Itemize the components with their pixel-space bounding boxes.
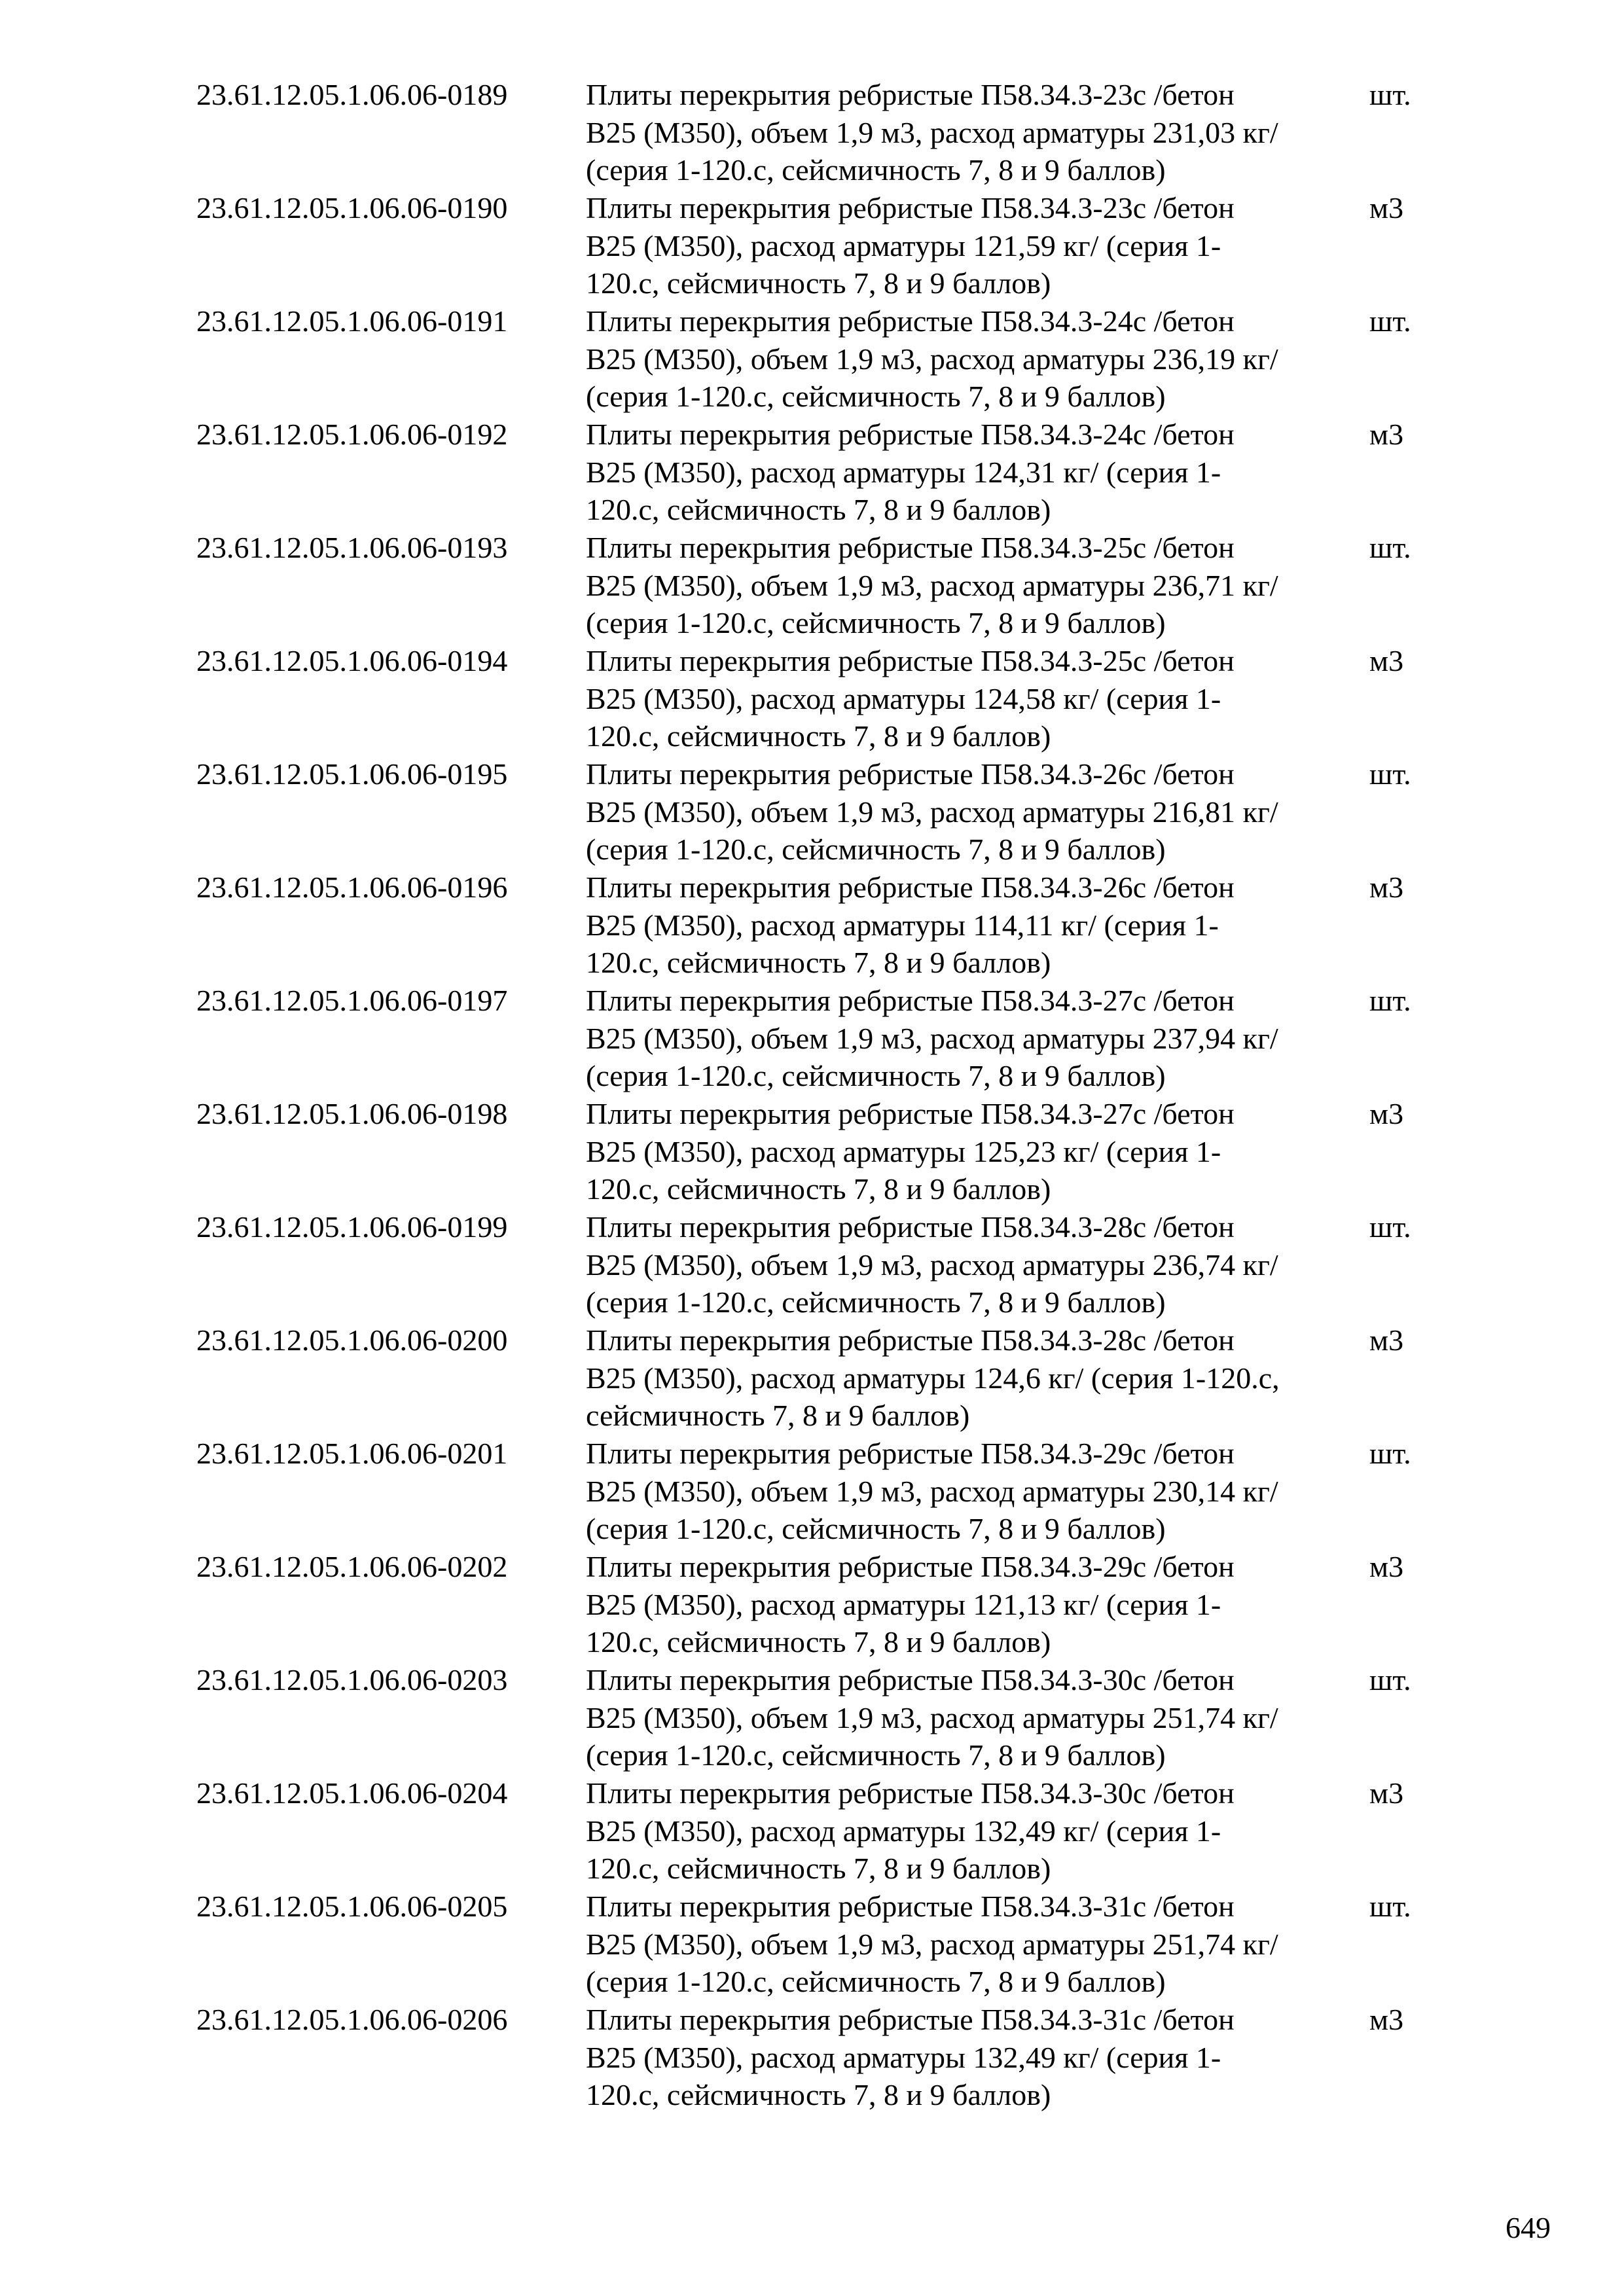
item-description: Плиты перекрытия ребристые П58.34.3-27с /бетон В25 (М350), объем 1,9 м3, расход арматуры 237,94 кг/ (серия 1-120.с, сейсмичность 7, 8 и 9 баллов) (586, 984, 1278, 1092)
table-row (196, 1548, 1427, 1661)
item-description: Плиты перекрытия ребристые П58.34.3-25с /бетон В25 (М350), объем 1,9 м3, расход арматуры 236,71 кг/ (серия 1-120.с, сейсмичность 7, 8 и 9 баллов) (586, 531, 1278, 639)
table-row (196, 416, 1427, 529)
table-row (196, 1888, 1427, 2001)
table-row (196, 76, 1427, 189)
item-description: Плиты перекрытия ребристые П58.34.3-29с /бетон В25 (М350), расход арматуры 121,13 кг/ (серия 1- 120.с, сейсмичность 7, 8 и 9 баллов) (586, 1550, 1235, 1659)
item-description: Плиты перекрытия ребристые П58.34.3-24с /бетон В25 (М350), расход арматуры 124,31 кг/ (серия 1- 120.с, сейсмичность 7, 8 и 9 баллов) (586, 418, 1235, 526)
item-description: Плиты перекрытия ребристые П58.34.3-26с /бетон В25 (М350), объем 1,9 м3, расход арматуры 216,81 кг/ (серия 1-120.с, сейсмичность 7, 8 и 9 баллов) (586, 757, 1278, 866)
item-code: 23.61.12.05.1.06.06-0196 (196, 870, 508, 904)
item-unit: шт. (1369, 1210, 1411, 1244)
item-code: 23.61.12.05.1.06.06-0202 (196, 1550, 508, 1583)
table-row (196, 642, 1427, 755)
table-row (196, 529, 1427, 642)
item-code: 23.61.12.05.1.06.06-0203 (196, 1663, 508, 1696)
item-description: Плиты перекрытия ребристые П58.34.3-28с /бетон В25 (М350), объем 1,9 м3, расход арматуры 236,74 кг/ (серия 1-120.с, сейсмичность 7, 8 и 9 баллов) (586, 1210, 1278, 1319)
item-unit: шт. (1369, 531, 1411, 564)
item-unit: м3 (1369, 1776, 1404, 1810)
table-row (196, 1661, 1427, 1774)
item-code: 23.61.12.05.1.06.06-0193 (196, 531, 508, 564)
item-unit: шт. (1369, 1890, 1411, 1923)
table-row (196, 302, 1427, 416)
item-code: 23.61.12.05.1.06.06-0200 (196, 1323, 508, 1357)
item-description: Плиты перекрытия ребристые П58.34.3-23с /бетон В25 (М350), объем 1,9 м3, расход арматуры 231,03 кг/ (серия 1-120.с, сейсмичность 7, 8 и 9 баллов) (586, 78, 1278, 187)
item-description: Плиты перекрытия ребристые П58.34.3-31с /бетон В25 (М350), расход арматуры 132,49 кг/ (серия 1- 120.с, сейсмичность 7, 8 и 9 баллов) (586, 2003, 1235, 2111)
item-code: 23.61.12.05.1.06.06-0206 (196, 2003, 508, 2036)
item-unit: шт. (1369, 78, 1411, 111)
item-unit: шт. (1369, 1663, 1411, 1696)
table-row (196, 1321, 1427, 1435)
item-unit: м3 (1369, 1097, 1404, 1130)
table-row (196, 869, 1427, 982)
item-code: 23.61.12.05.1.06.06-0192 (196, 418, 508, 451)
item-description: Плиты перекрытия ребристые П58.34.3-26с /бетон В25 (М350), расход арматуры 114,11 кг/ (серия 1- 120.с, сейсмичность 7, 8 и 9 баллов) (586, 870, 1235, 979)
item-description: Плиты перекрытия ребристые П58.34.3-30с /бетон В25 (М350), объем 1,9 м3, расход арматуры 251,74 кг/ (серия 1-120.с, сейсмичность 7, 8 и 9 баллов) (586, 1663, 1278, 1772)
item-code: 23.61.12.05.1.06.06-0195 (196, 757, 508, 791)
table-row (196, 189, 1427, 302)
item-unit: шт. (1369, 984, 1411, 1017)
item-unit: м3 (1369, 418, 1404, 451)
item-description: Плиты перекрытия ребристые П58.34.3-23с /бетон В25 (М350), расход арматуры 121,59 кг/ (серия 1- 120.с, сейсмичность 7, 8 и 9 баллов) (586, 191, 1235, 300)
item-code: 23.61.12.05.1.06.06-0198 (196, 1097, 508, 1130)
item-description: Плиты перекрытия ребристые П58.34.3-24с /бетон В25 (М350), объем 1,9 м3, расход арматуры 236,19 кг/ (серия 1-120.с, сейсмичность 7, 8 и 9 баллов) (586, 304, 1278, 413)
item-description: Плиты перекрытия ребристые П58.34.3-25с /бетон В25 (М350), расход арматуры 124,58 кг/ (серия 1- 120.с, сейсмичность 7, 8 и 9 баллов) (586, 644, 1235, 753)
item-code: 23.61.12.05.1.06.06-0190 (196, 191, 508, 224)
item-unit: м3 (1369, 644, 1404, 677)
item-code: 23.61.12.05.1.06.06-0191 (196, 304, 508, 338)
item-unit: м3 (1369, 1323, 1404, 1357)
item-description: Плиты перекрытия ребристые П58.34.3-31с /бетон В25 (М350), объем 1,9 м3, расход арматуры 251,74 кг/ (серия 1-120.с, сейсмичность 7, 8 и 9 баллов) (586, 1890, 1278, 1998)
item-code: 23.61.12.05.1.06.06-0204 (196, 1776, 508, 1810)
item-description: Плиты перекрытия ребристые П58.34.3-29с /бетон В25 (М350), объем 1,9 м3, расход арматуры 230,14 кг/ (серия 1-120.с, сейсмичность 7, 8 и 9 баллов) (586, 1437, 1278, 1545)
item-description: Плиты перекрытия ребристые П58.34.3-28с /бетон В25 (М350), расход арматуры 124,6 кг/ (серия 1-120.с, сейсмичность 7, 8 и 9 баллов) (586, 1323, 1280, 1432)
table-row (196, 982, 1427, 1095)
item-code: 23.61.12.05.1.06.06-0199 (196, 1210, 508, 1244)
item-description: Плиты перекрытия ребристые П58.34.3-30с /бетон В25 (М350), расход арматуры 132,49 кг/ (серия 1- 120.с, сейсмичность 7, 8 и 9 баллов) (586, 1776, 1235, 1885)
item-code: 23.61.12.05.1.06.06-0201 (196, 1437, 508, 1470)
item-unit: м3 (1369, 1550, 1404, 1583)
table-row (196, 1208, 1427, 1321)
page-number: 649 (1506, 2211, 1551, 2244)
item-unit: м3 (1369, 191, 1404, 224)
item-code: 23.61.12.05.1.06.06-0205 (196, 1890, 508, 1923)
item-unit: шт. (1369, 304, 1411, 338)
item-code: 23.61.12.05.1.06.06-0197 (196, 984, 508, 1017)
item-unit: м3 (1369, 2003, 1404, 2036)
item-code: 23.61.12.05.1.06.06-0189 (196, 78, 508, 111)
item-unit: шт. (1369, 1437, 1411, 1470)
table-row (196, 1435, 1427, 1548)
table-row (196, 1095, 1427, 1208)
item-code: 23.61.12.05.1.06.06-0194 (196, 644, 508, 677)
table-row (196, 1774, 1427, 1888)
item-unit: м3 (1369, 870, 1404, 904)
price-list-table (196, 76, 1427, 2114)
table-row (196, 2001, 1427, 2114)
item-description: Плиты перекрытия ребристые П58.34.3-27с /бетон В25 (М350), расход арматуры 125,23 кг/ (серия 1- 120.с, сейсмичность 7, 8 и 9 баллов) (586, 1097, 1235, 1206)
table-row (196, 755, 1427, 869)
item-unit: шт. (1369, 757, 1411, 791)
